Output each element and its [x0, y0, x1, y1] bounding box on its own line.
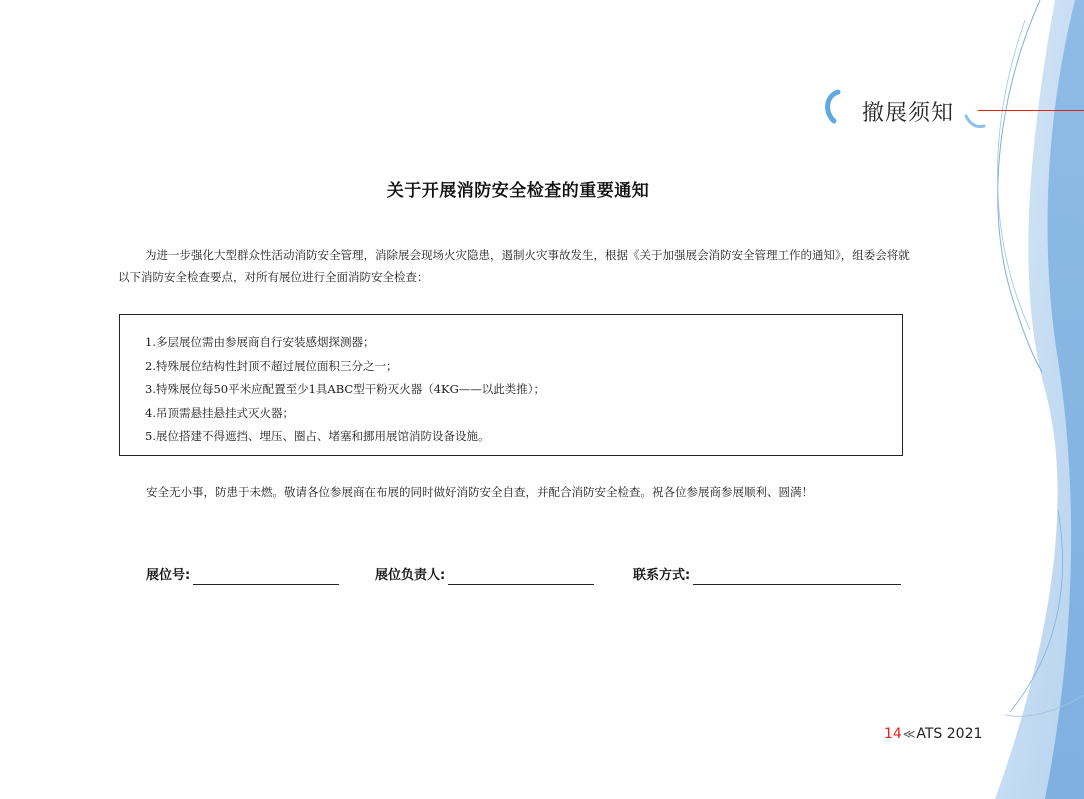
booth-number-input-line[interactable]: [193, 566, 339, 585]
contact-field: [633, 566, 901, 585]
notice-closing: 安全无小事，防患于未燃。敬请各位参展商在布展的同时做好消防安全自查，并配合消防安全检查。祝各位参展商参展顺利、圆满！: [146, 485, 813, 499]
notice-intro: 为进一步强化大型群众性活动消防安全管理，消除展会现场火灾隐患，遏制火灾事故发生，根据《关于加强展会消防安全管理工作的通知》，组委会将就以下消防安全检查要点，对所有展位进行全面消防安全检查：: [118, 248, 910, 284]
booth-manager-input-line[interactable]: [448, 566, 594, 585]
inspection-point: 2.特殊展位结构性封顶不超过展位面积三分之一；: [145, 358, 398, 373]
inspection-point: 1.多层展位需由参展商自行安装感烟探测器；: [145, 335, 375, 349]
inspection-points-box: [119, 314, 903, 456]
wave-decoration: [995, 0, 1084, 799]
contact-input-line[interactable]: [693, 566, 901, 585]
event-name: ATS 2021: [916, 726, 983, 742]
booth-number-field: [146, 566, 339, 585]
notice-title: 关于开展消防安全检查的重要通知: [386, 181, 650, 201]
booth-number-label: 展位号:: [146, 568, 191, 583]
booth-manager-field: [375, 566, 594, 585]
booth-manager-label: 展位负责人:: [375, 568, 446, 583]
section-title: 撤展须知: [862, 101, 955, 126]
page-footer: [884, 726, 982, 742]
contact-label: 联系方式:: [633, 568, 691, 583]
inspection-point: 3.特殊展位每50平米应配置至少1具ABC型干粉灭火器（4KG——以此类推）；: [145, 382, 546, 396]
double-chevron-left-icon: ≪: [902, 727, 916, 741]
page-number: 14: [884, 726, 902, 742]
inspection-point: 5.展位搭建不得遮挡、埋压、圈占、堵塞和挪用展馆消防设备设施。: [145, 429, 490, 443]
inspection-point: 4.吊顶需悬挂悬挂式灭火器；: [145, 405, 294, 420]
